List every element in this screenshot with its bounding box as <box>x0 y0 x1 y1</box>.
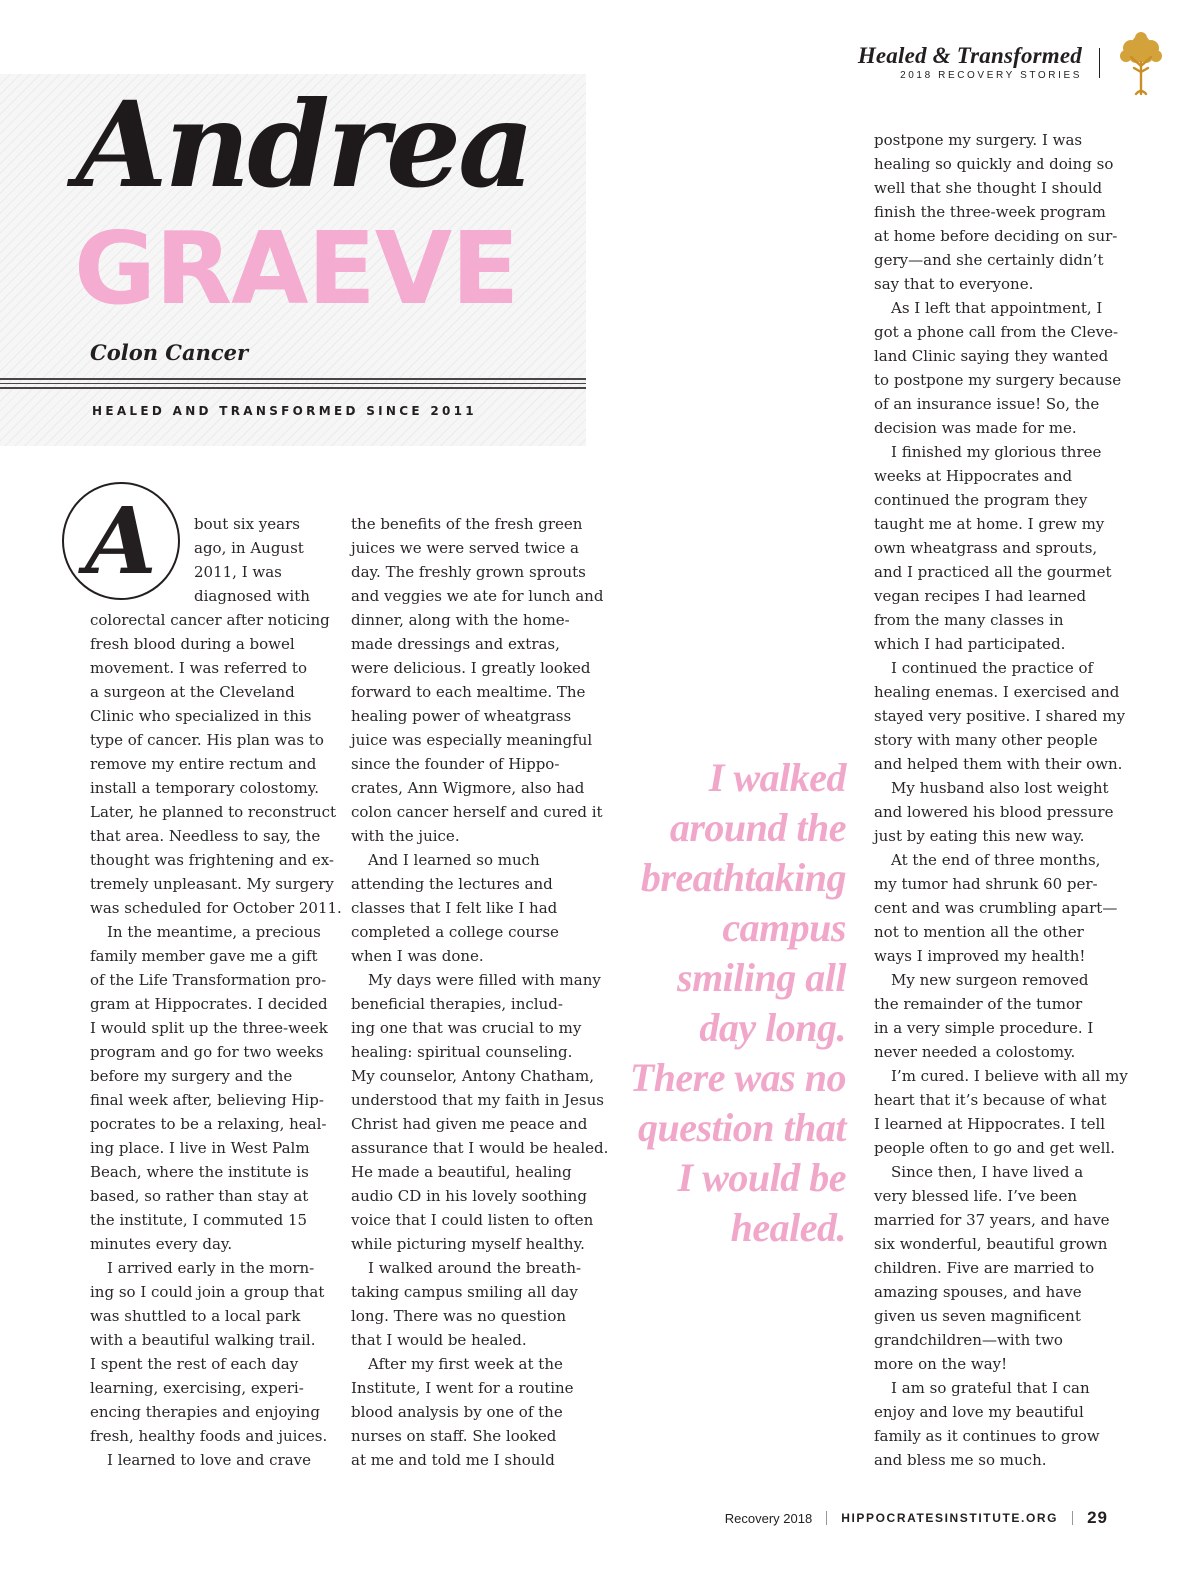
text-line: given us seven magnificent <box>874 1307 1081 1325</box>
text-line: stayed very positive. I shared my <box>874 707 1126 725</box>
text-line: ago, in August <box>194 539 304 557</box>
text-line: remove my entire rectum and <box>90 755 317 773</box>
text-line: diagnosed with <box>194 587 310 605</box>
text-line: taking campus smiling all day <box>351 1283 578 1301</box>
text-line: the benefits of the fresh green <box>351 515 583 533</box>
text-line: since the founder of Hippo- <box>351 755 560 773</box>
text-line: juices we were served twice a <box>351 539 579 557</box>
text-line: while picturing myself healthy. <box>351 1235 585 1253</box>
paragraph <box>874 1160 1114 1376</box>
text-line: cent and was crumbling apart— <box>874 899 1118 917</box>
tree-icon <box>1118 30 1164 96</box>
text-line: not to mention all the other <box>874 923 1084 941</box>
paragraph <box>874 1064 1128 1160</box>
text-line: understood that my faith in Jesus <box>351 1091 604 1109</box>
text-line: gram at Hippocrates. I decided <box>90 995 328 1013</box>
page-number: 29 <box>1087 1508 1108 1527</box>
text-line: movement. I was referred to <box>90 659 307 677</box>
text-line: was shuttled to a local park <box>90 1307 301 1325</box>
paragraph <box>874 296 1122 440</box>
pull-quote-line: question that <box>637 1105 846 1150</box>
text-line: fresh blood during a bowel <box>90 635 295 653</box>
text-line: thought was frightening and ex- <box>90 851 334 869</box>
footer-divider <box>826 1511 827 1525</box>
text-line: long. There was no question <box>351 1307 567 1325</box>
text-line: encing therapies and enjoying <box>90 1403 320 1421</box>
text-line: the institute, I commuted 15 <box>90 1211 308 1229</box>
text-line: taught me at home. I grew my <box>874 515 1105 533</box>
text-line: and helped them with their own. <box>874 755 1123 773</box>
text-line: grandchildren—with two <box>874 1331 1063 1349</box>
last-name-heading: GRAEVE <box>74 210 519 327</box>
website-link[interactable]: HIPPOCRATESINSTITUTE.ORG <box>841 1511 1059 1525</box>
article-column-1 <box>90 512 342 1472</box>
text-line: six wonderful, beautiful grown <box>874 1235 1108 1253</box>
text-line: married for 37 years, and have <box>874 1211 1110 1229</box>
text-line: healing: spiritual counseling. <box>351 1043 573 1061</box>
text-line: just by eating this new way. <box>874 827 1085 845</box>
text-line: I would split up the three-week <box>90 1019 328 1037</box>
paragraph <box>874 776 1114 848</box>
text-line: in a very simple procedure. I <box>874 1019 1094 1037</box>
text-line: and bless me so much. <box>874 1451 1047 1469</box>
text-line: the remainder of the tumor <box>874 995 1083 1013</box>
text-line: to postpone my surgery because <box>874 371 1122 389</box>
text-line: type of cancer. His plan was to <box>90 731 324 749</box>
text-line: ing place. I live in West Palm <box>90 1139 310 1157</box>
text-line: I learned at Hippocrates. I tell <box>874 1115 1106 1133</box>
text-line: heart that it’s because of what <box>874 1091 1107 1109</box>
pull-quote-line: healed. <box>730 1205 846 1250</box>
text-line: audio CD in his lovely soothing <box>351 1187 587 1205</box>
pull-quote-line: breathtaking <box>640 855 846 900</box>
text-line: and I practiced all the gourmet <box>874 563 1112 581</box>
pull-quote-line: I walked <box>708 755 846 800</box>
paragraph <box>874 968 1114 1064</box>
text-line: with the juice. <box>351 827 460 845</box>
pull-quote-line: There was no <box>629 1055 846 1100</box>
paragraph <box>90 1256 330 1448</box>
text-line: family as it continues to grow <box>874 1427 1100 1445</box>
page-footer <box>725 1508 1108 1528</box>
paragraph <box>874 128 1118 296</box>
paragraph <box>351 848 591 968</box>
text-line: decision was made for me. <box>874 419 1077 437</box>
text-line: classes that I felt like I had <box>351 899 558 917</box>
pull-quote-line: I would be <box>677 1155 846 1200</box>
text-line: crates, Ann Wigmore, also had <box>351 779 585 797</box>
text-line: I continued the practice of <box>891 659 1094 677</box>
text-line: voice that I could listen to often <box>351 1211 594 1229</box>
brand-subtitle: 2018 RECOVERY STORIES <box>900 70 1082 81</box>
text-line: at home before deciding on sur- <box>874 227 1118 245</box>
paragraph <box>351 968 609 1256</box>
text-line: I spent the rest of each day <box>90 1355 299 1373</box>
text-line: which I had participated. <box>874 635 1066 653</box>
text-line: At the end of three months, <box>891 851 1101 869</box>
title-rules <box>0 378 586 392</box>
text-line: And I learned so much <box>368 851 540 869</box>
text-line: ing one that was crucial to my <box>351 1019 582 1037</box>
brand-divider <box>1099 48 1100 78</box>
text-line: minutes every day. <box>90 1235 233 1253</box>
text-line: land Clinic saying they wanted <box>874 347 1109 365</box>
publication-name: Recovery 2018 <box>724 1510 813 1526</box>
text-line: my tumor had shrunk 60 per- <box>874 875 1098 893</box>
text-line: own wheatgrass and sprouts, <box>874 539 1098 557</box>
text-line: when I was done. <box>351 947 484 965</box>
paragraph <box>874 848 1118 968</box>
text-line: He made a beautiful, healing <box>351 1163 572 1181</box>
text-line: I arrived early in the morn- <box>107 1259 315 1277</box>
text-line: before my surgery and the <box>90 1067 293 1085</box>
text-line: ing so I could join a group that <box>90 1283 325 1301</box>
text-line: and veggies we ate for lunch and <box>351 587 604 605</box>
footer-divider <box>1072 1511 1073 1525</box>
text-line: My counselor, Antony Chatham, <box>351 1067 594 1085</box>
paragraph <box>874 656 1126 776</box>
brand-title: Healed & Transformed <box>857 43 1082 68</box>
text-line: I learned to love and crave <box>107 1451 312 1469</box>
text-line: colon cancer herself and cured it <box>351 803 603 821</box>
text-line: completed a college course <box>351 923 559 941</box>
article-column-3 <box>874 128 1128 1472</box>
text-line: continued the program they <box>874 491 1088 509</box>
text-line: from the many classes in <box>874 611 1064 629</box>
drop-cap: A <box>62 482 180 600</box>
text-line: install a temporary colostomy. <box>90 779 319 797</box>
text-line: healing so quickly and doing so <box>874 155 1114 173</box>
text-line: at me and told me I should <box>351 1451 555 1469</box>
pull-quote-line: day long. <box>699 1005 846 1050</box>
text-line: I am so grateful that I can <box>891 1379 1090 1397</box>
pull-quote-line: campus <box>722 905 846 950</box>
text-line: 2011, I was <box>194 563 282 581</box>
brand-header <box>858 44 1082 81</box>
text-line: got a phone call from the Cleve- <box>874 323 1119 341</box>
text-line: bout six years <box>194 515 300 533</box>
text-line: nurses on staff. She looked <box>351 1427 557 1445</box>
text-line: story with many other people <box>874 731 1098 749</box>
text-line: Christ had given me peace and <box>351 1115 588 1133</box>
pull-quote-line: around the <box>669 805 846 850</box>
paragraph <box>90 512 342 920</box>
text-line: that area. Needless to say, the <box>90 827 321 845</box>
first-name-heading: Andrea <box>76 75 532 214</box>
text-line: healing power of wheatgrass <box>351 707 572 725</box>
text-line: juice was especially meaningful <box>351 731 593 749</box>
paragraph <box>90 1448 330 1472</box>
text-line: learning, exercising, experi- <box>90 1379 304 1397</box>
text-line: Later, he planned to reconstruct <box>90 803 337 821</box>
paragraph <box>351 1352 591 1472</box>
text-line: postpone my surgery. I was <box>874 131 1083 149</box>
text-line: and lowered his blood pressure <box>874 803 1114 821</box>
text-line: Clinic who specialized in this <box>90 707 312 725</box>
text-line: were delicious. I greatly looked <box>351 659 591 677</box>
text-line: After my first week at the <box>368 1355 563 1373</box>
text-line: well that she thought I should <box>874 179 1103 197</box>
text-line: pocrates to be a relaxing, heal- <box>90 1115 327 1133</box>
text-line: Beach, where the institute is <box>90 1163 309 1181</box>
text-line: blood analysis by one of the <box>351 1403 563 1421</box>
healed-since-label: HEALED AND TRANSFORMED SINCE 2011 <box>92 404 477 418</box>
text-line: I finished my glorious three <box>891 443 1102 461</box>
text-line: never needed a colostomy. <box>874 1043 1076 1061</box>
text-line: vegan recipes I had learned <box>874 587 1087 605</box>
pull-quote <box>586 753 846 1253</box>
text-line: very blessed life. I’ve been <box>874 1187 1078 1205</box>
text-line: finish the three-week program <box>874 203 1106 221</box>
text-line: program and go for two weeks <box>90 1043 324 1061</box>
text-line: made dressings and extras, <box>351 635 560 653</box>
text-line: dinner, along with the home- <box>351 611 570 629</box>
text-line: attending the lectures and <box>351 875 553 893</box>
text-line: with a beautiful walking trail. <box>90 1331 316 1349</box>
text-line: day. The freshly grown sprouts <box>351 563 586 581</box>
text-line: forward to each mealtime. The <box>351 683 586 701</box>
text-line: My new surgeon removed <box>891 971 1089 989</box>
paragraph <box>351 1256 591 1352</box>
text-line: that I would be healed. <box>351 1331 527 1349</box>
text-line: In the meantime, a precious <box>107 923 321 941</box>
text-line: ways I improved my health! <box>874 947 1086 965</box>
text-line: My days were filled with many <box>368 971 601 989</box>
text-line: colorectal cancer after noticing <box>90 611 330 629</box>
article-column-2 <box>351 512 609 1472</box>
text-line: I walked around the breath- <box>368 1259 582 1277</box>
pull-quote-line: smiling all <box>677 955 846 1000</box>
text-line: tremely unpleasant. My surgery <box>90 875 334 893</box>
text-line: enjoy and love my beautiful <box>874 1403 1084 1421</box>
text-line: Since then, I have lived a <box>891 1163 1084 1181</box>
text-line: weeks at Hippocrates and <box>874 467 1073 485</box>
text-line: people often to go and get well. <box>874 1139 1116 1157</box>
text-line: say that to everyone. <box>874 275 1034 293</box>
text-line: I’m cured. I believe with all my <box>891 1067 1128 1085</box>
text-line: children. Five are married to <box>874 1259 1095 1277</box>
text-line: fresh, healthy foods and juices. <box>90 1427 328 1445</box>
text-line: As I left that appointment, I <box>891 299 1103 317</box>
text-line: of the Life Transformation pro- <box>90 971 327 989</box>
paragraph <box>874 1376 1114 1472</box>
text-line: amazing spouses, and have <box>874 1283 1082 1301</box>
text-line: a surgeon at the Cleveland <box>90 683 295 701</box>
text-line: of an insurance issue! So, the <box>874 395 1100 413</box>
text-line: assurance that I would be healed. <box>351 1139 609 1157</box>
condition-subtitle: Colon Cancer <box>90 340 249 365</box>
text-line: based, so rather than stay at <box>90 1187 309 1205</box>
text-line: healing enemas. I exercised and <box>874 683 1120 701</box>
paragraph <box>874 440 1114 656</box>
text-line: final week after, believing Hip- <box>90 1091 324 1109</box>
text-line: Institute, I went for a routine <box>351 1379 574 1397</box>
text-line: family member gave me a gift <box>90 947 318 965</box>
text-line: was scheduled for October 2011. <box>90 899 342 917</box>
text-line: My husband also lost weight <box>891 779 1109 797</box>
paragraph <box>351 512 604 848</box>
paragraph <box>90 920 330 1256</box>
text-line: beneficial therapies, includ- <box>351 995 563 1013</box>
text-line: gery—and she certainly didn’t <box>874 251 1104 269</box>
text-line: more on the way! <box>874 1355 1008 1373</box>
